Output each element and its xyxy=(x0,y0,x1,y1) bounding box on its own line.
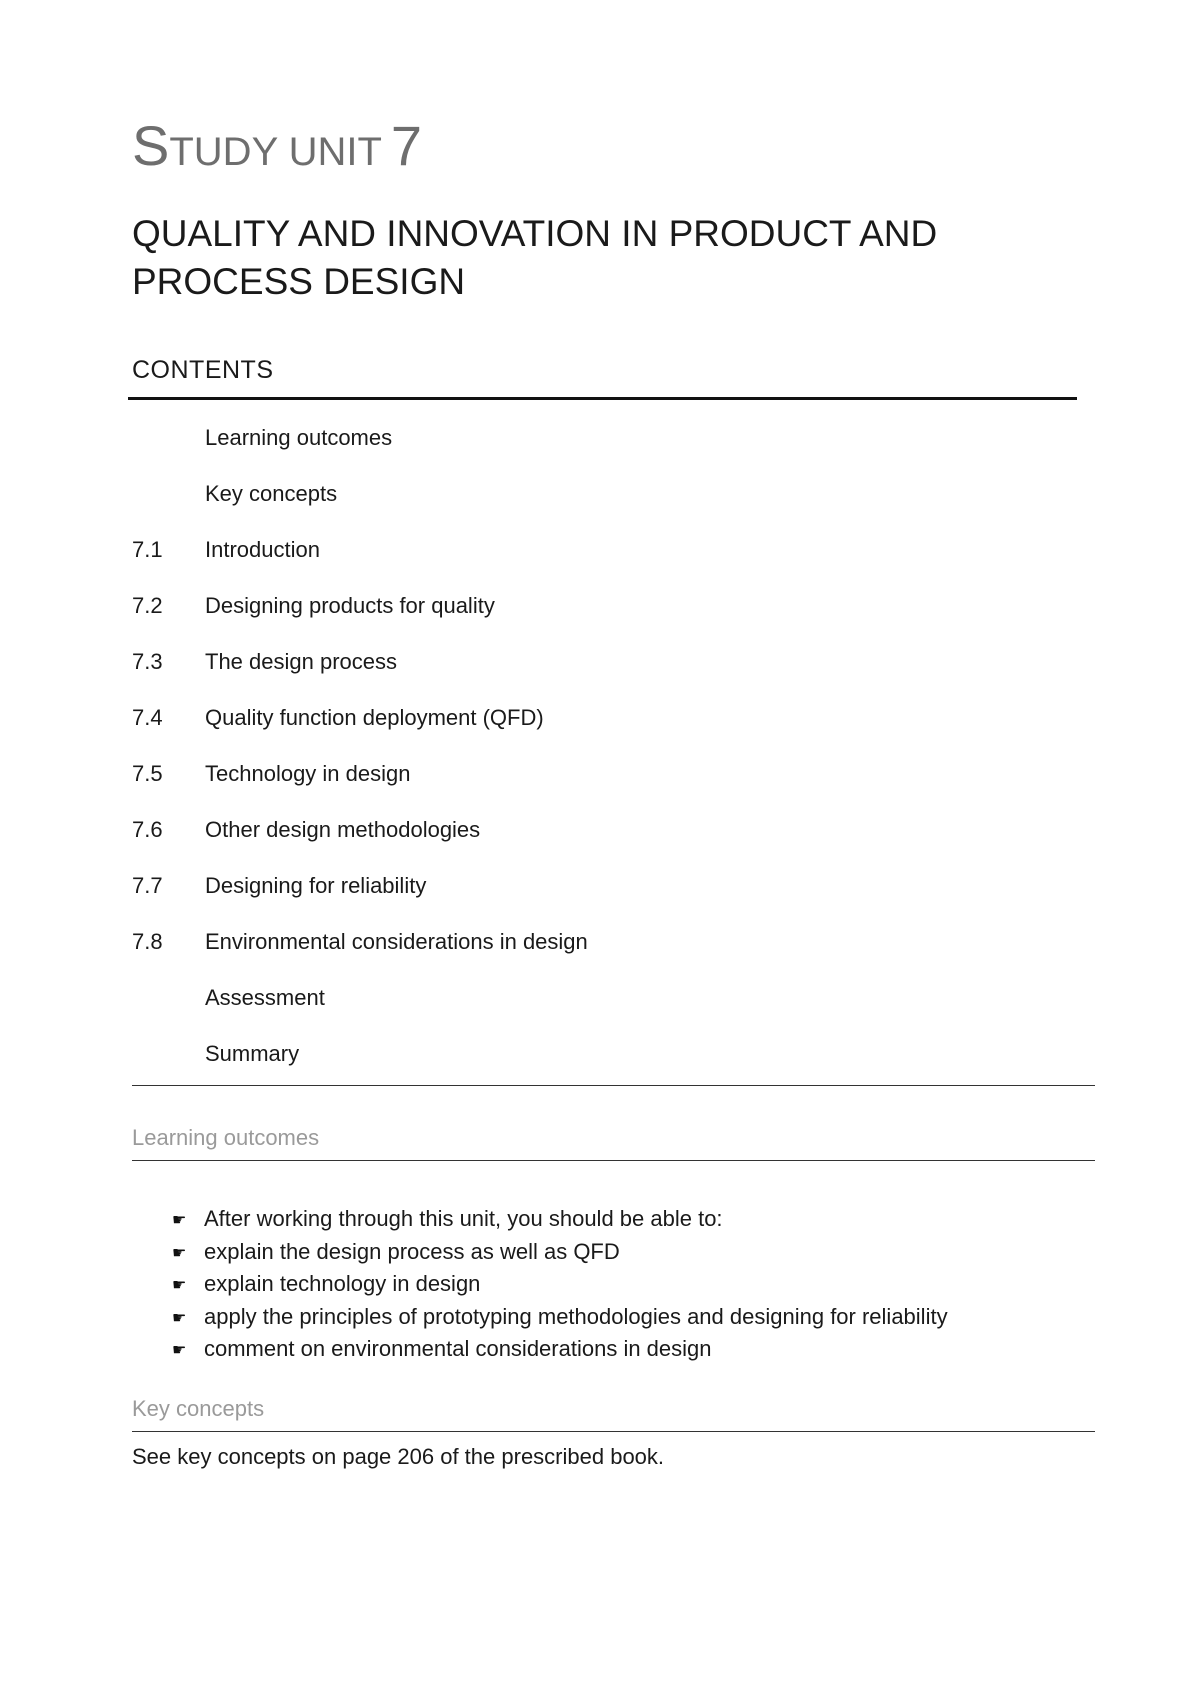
toc-item-label: Technology in design xyxy=(205,761,411,786)
list-item xyxy=(172,1239,948,1272)
contents-title: CONTENTS xyxy=(132,356,274,384)
toc-item xyxy=(132,1041,588,1097)
toc-item-label: Other design methodologies xyxy=(205,817,481,842)
learning-outcomes-title: Learning outcomes xyxy=(132,1125,320,1150)
contents-divider xyxy=(128,397,1077,400)
key-concepts-divider xyxy=(132,1431,1095,1432)
toc-item-number: 7.8 xyxy=(132,929,163,954)
toc-item xyxy=(132,761,588,817)
list-item-text: apply the principles of prototyping methodologies and designing for reliability xyxy=(204,1303,948,1329)
toc-item xyxy=(132,985,588,1041)
unit-heading-rest: TUDY UNIT xyxy=(169,130,382,174)
key-concepts-text: See key concepts on page 206 of the prescribed book. xyxy=(132,1444,665,1469)
toc-item-number: 7.2 xyxy=(132,593,163,618)
hand-pointer-icon: ☛ xyxy=(172,1244,187,1262)
list-item xyxy=(172,1336,948,1369)
toc-item-label: The design process xyxy=(205,649,397,674)
learning-outcomes-list xyxy=(172,1206,948,1369)
toc-item-number: 7.7 xyxy=(132,873,163,898)
unit-number: 7 xyxy=(390,114,423,177)
list-item-text: explain technology in design xyxy=(204,1271,481,1296)
toc-item xyxy=(132,481,588,537)
toc-item xyxy=(132,873,588,929)
list-item-text: explain the design process as well as QFD xyxy=(204,1238,620,1264)
list-item xyxy=(172,1304,948,1337)
toc-item-number: 7.1 xyxy=(132,537,163,562)
unit-heading-initial: S xyxy=(132,114,170,177)
list-item-text: After working through this unit, you should be able to: xyxy=(204,1206,723,1231)
unit-subtitle: QUALITY AND INNOVATION IN PRODUCT AND PROCESS DESIGN xyxy=(132,213,938,302)
table-of-contents xyxy=(132,425,588,1097)
toc-item-number: 7.6 xyxy=(132,817,163,842)
toc-item-number: 7.5 xyxy=(132,761,163,786)
toc-item xyxy=(132,649,588,705)
list-item xyxy=(172,1206,948,1239)
toc-item-label: Key concepts xyxy=(205,481,338,506)
hand-pointer-icon: ☛ xyxy=(172,1342,187,1359)
toc-item-label: Summary xyxy=(205,1041,300,1066)
toc-item-number: 7.3 xyxy=(132,649,163,674)
toc-item-label: Learning outcomes xyxy=(205,425,393,450)
hand-pointer-icon: ☛ xyxy=(172,1309,187,1327)
toc-item xyxy=(132,705,588,761)
learning-outcomes-divider xyxy=(132,1160,1095,1161)
toc-item xyxy=(132,817,588,873)
toc-item-label: Introduction xyxy=(205,537,320,562)
hand-pointer-icon: ☛ xyxy=(172,1277,187,1294)
toc-item xyxy=(132,593,588,649)
unit-heading xyxy=(132,114,423,177)
contents-end-divider xyxy=(132,1085,1095,1086)
toc-item-number: 7.4 xyxy=(132,705,163,730)
toc-item-label: Quality function deployment (QFD) xyxy=(205,705,544,730)
list-item xyxy=(172,1271,948,1304)
toc-item-label: Assessment xyxy=(205,985,325,1010)
list-item-text: comment on environmental considerations in design xyxy=(204,1336,712,1361)
key-concepts-title: Key concepts xyxy=(132,1396,265,1421)
toc-item-label: Environmental considerations in design xyxy=(205,929,588,954)
toc-item xyxy=(132,425,588,481)
toc-item-label: Designing products for quality xyxy=(205,593,495,618)
toc-item xyxy=(132,537,588,593)
toc-item-label: Designing for reliability xyxy=(205,873,427,898)
hand-pointer-icon: ☛ xyxy=(172,1212,187,1229)
toc-item xyxy=(132,929,588,985)
